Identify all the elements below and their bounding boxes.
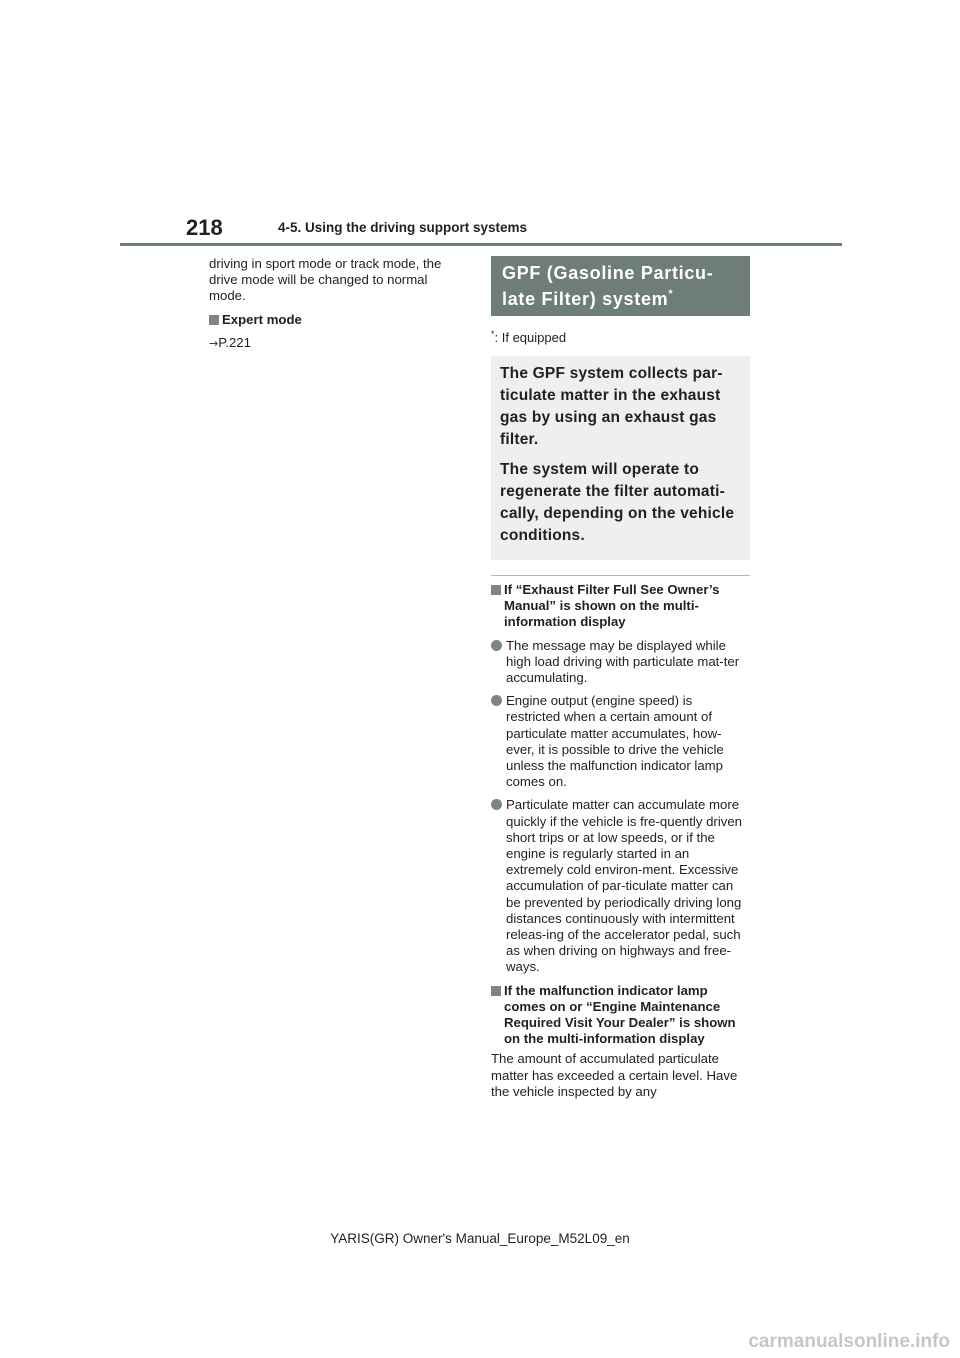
round-bullet-icon	[491, 695, 502, 706]
header-divider	[120, 243, 842, 246]
gpf-title-line2	[502, 286, 740, 312]
page-footer	[0, 1231, 960, 1247]
list-item	[491, 638, 750, 687]
gpf-title-box	[491, 256, 750, 316]
exhaust-filter-heading	[491, 582, 750, 631]
malfunction-lamp-heading-text: If the malfunction indicator lamp comes on or “Engine Maintenance Required Visit Your Dealer” is shown on the multi-information display	[504, 982, 736, 1047]
intro-summary-box	[491, 356, 750, 560]
square-bullet-icon	[491, 986, 501, 996]
section-title: 4-5. Using the driving support systems	[278, 220, 528, 235]
arrow-right-icon: →	[209, 336, 219, 350]
footnote-text: : If equipped	[494, 330, 567, 345]
intro-paragraph-1: The GPF system collects par-ticulate matter in the exhaust gas by using an exhaust gas filter.	[500, 365, 723, 448]
round-bullet-icon	[491, 640, 502, 651]
gpf-title-line1: GPF (Gasoline Particu-	[502, 263, 714, 283]
manual-identifier: YARIS(GR) Owner's Manual_Europe_M52L09_en	[330, 1231, 630, 1246]
round-bullet-icon	[491, 799, 502, 810]
continued-paragraph: driving in sport mode or track mode, the drive mode will be changed to normal mode.	[209, 256, 442, 304]
bullet-text: The message may be displayed while high load driving with particulate mat-ter accumulating.	[506, 637, 740, 686]
expert-mode-heading	[209, 312, 467, 328]
page-header	[120, 214, 842, 248]
intro-paragraph-2: The system will operate to regenerate the filter automati-cally, depending on the vehicle conditions.	[500, 461, 735, 544]
square-bullet-icon	[491, 585, 501, 595]
expert-mode-reference[interactable]	[209, 335, 467, 352]
gpf-title-line2-text: late Filter) system	[502, 289, 669, 309]
square-bullet-icon	[209, 315, 219, 325]
bullet-text: Particulate matter can accumulate more quickly if the vehicle is fre-quently driven short trips or at low speeds, or if the engine is regularly started in an extremely cold environ-ment. Excessive accumulation of par-ticulate matter can be prevented by periodically driving long distances continuously with intermittent releas-ing of the accelerator pedal, such as when driving on highways and free-ways.	[506, 797, 743, 975]
list-item	[491, 693, 750, 790]
title-asterisk: *	[668, 288, 674, 300]
expert-mode-label: Expert mode	[222, 311, 302, 327]
section-divider	[491, 575, 750, 576]
malfunction-lamp-heading	[491, 983, 750, 1048]
equipped-footnote	[491, 330, 750, 346]
left-column	[209, 256, 467, 359]
final-paragraph: The amount of accumulated particulate matter has exceeded a certain level. Have the vehicle inspected by any	[491, 1051, 738, 1099]
exhaust-filter-heading-text: If “Exhaust Filter Full See Owner’s Manual” is shown on the multi-information display	[504, 582, 720, 630]
site-watermark: carmanualsonline.info	[748, 1331, 950, 1352]
list-item	[491, 797, 750, 975]
page-reference-link[interactable]: P.221	[218, 334, 251, 350]
page-number: 218	[186, 215, 223, 240]
footnote-asterisk: *	[491, 329, 495, 339]
bullet-text: Engine output (engine speed) is restricted when a certain amount of particulate matter accumulates, how-ever, it is possible to drive the vehicle unless the malfunction indicator lamp comes on.	[506, 693, 724, 790]
right-column	[491, 256, 750, 1107]
